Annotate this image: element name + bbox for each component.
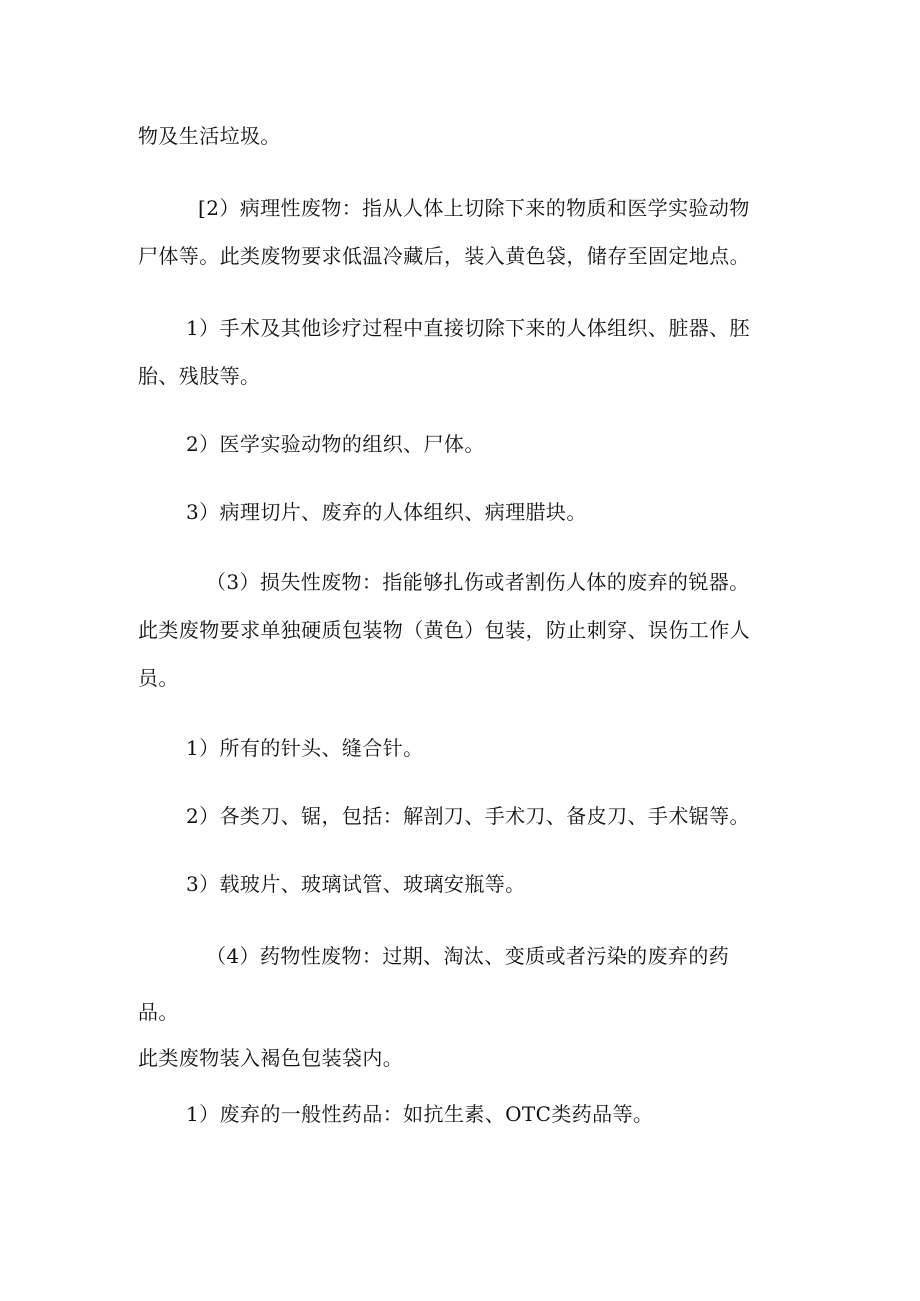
text-line-7: 3）病理切片、废弃的人体组织、病理腊块。: [186, 500, 587, 524]
text-line-14: （4）药物性废物：过期、淘汰、变质或者污染的废弃的药: [206, 944, 730, 968]
text-line-16: 此类废物装入褐色包装袋内。: [138, 1046, 404, 1070]
text-line-17: 1）废弃的一般性药品：如抗生素、OTC类药品等。: [186, 1102, 654, 1126]
text-line-13: 3）载玻片、玻璃试管、玻璃安瓶等。: [186, 872, 526, 896]
text-line-1: 物及生活垃圾。: [138, 124, 281, 148]
text-line-6: 2）医学实验动物的组织、尸体。: [186, 432, 485, 456]
text-line-2: [2）病理性废物：指从人体上切除下来的物质和医学实验动物: [198, 196, 750, 220]
text-line-15: 品。: [138, 1000, 179, 1024]
text-line-9: 此类废物要求单独硬质包装物（黄色）包装，防止刺穿、误伤工作人: [138, 618, 750, 642]
text-line-12: 2）各类刀、锯，包括：解剖刀、手术刀、备皮刀、手术锯等。: [186, 804, 750, 828]
text-line-10: 员。: [138, 666, 179, 690]
text-line-5: 胎、残肢等。: [138, 364, 261, 388]
text-line-8: （3）损失性废物：指能够扎伤或者割伤人体的废弃的锐器。: [206, 570, 750, 594]
text-line-11: 1）所有的针头、缝合针。: [186, 736, 424, 760]
text-line-3: 尸体等。此类废物要求低温冷藏后，装入黄色袋，储存至固定地点。: [138, 244, 750, 268]
text-line-4: 1）手术及其他诊疗过程中直接切除下来的人体组织、脏器、胚: [186, 316, 750, 340]
